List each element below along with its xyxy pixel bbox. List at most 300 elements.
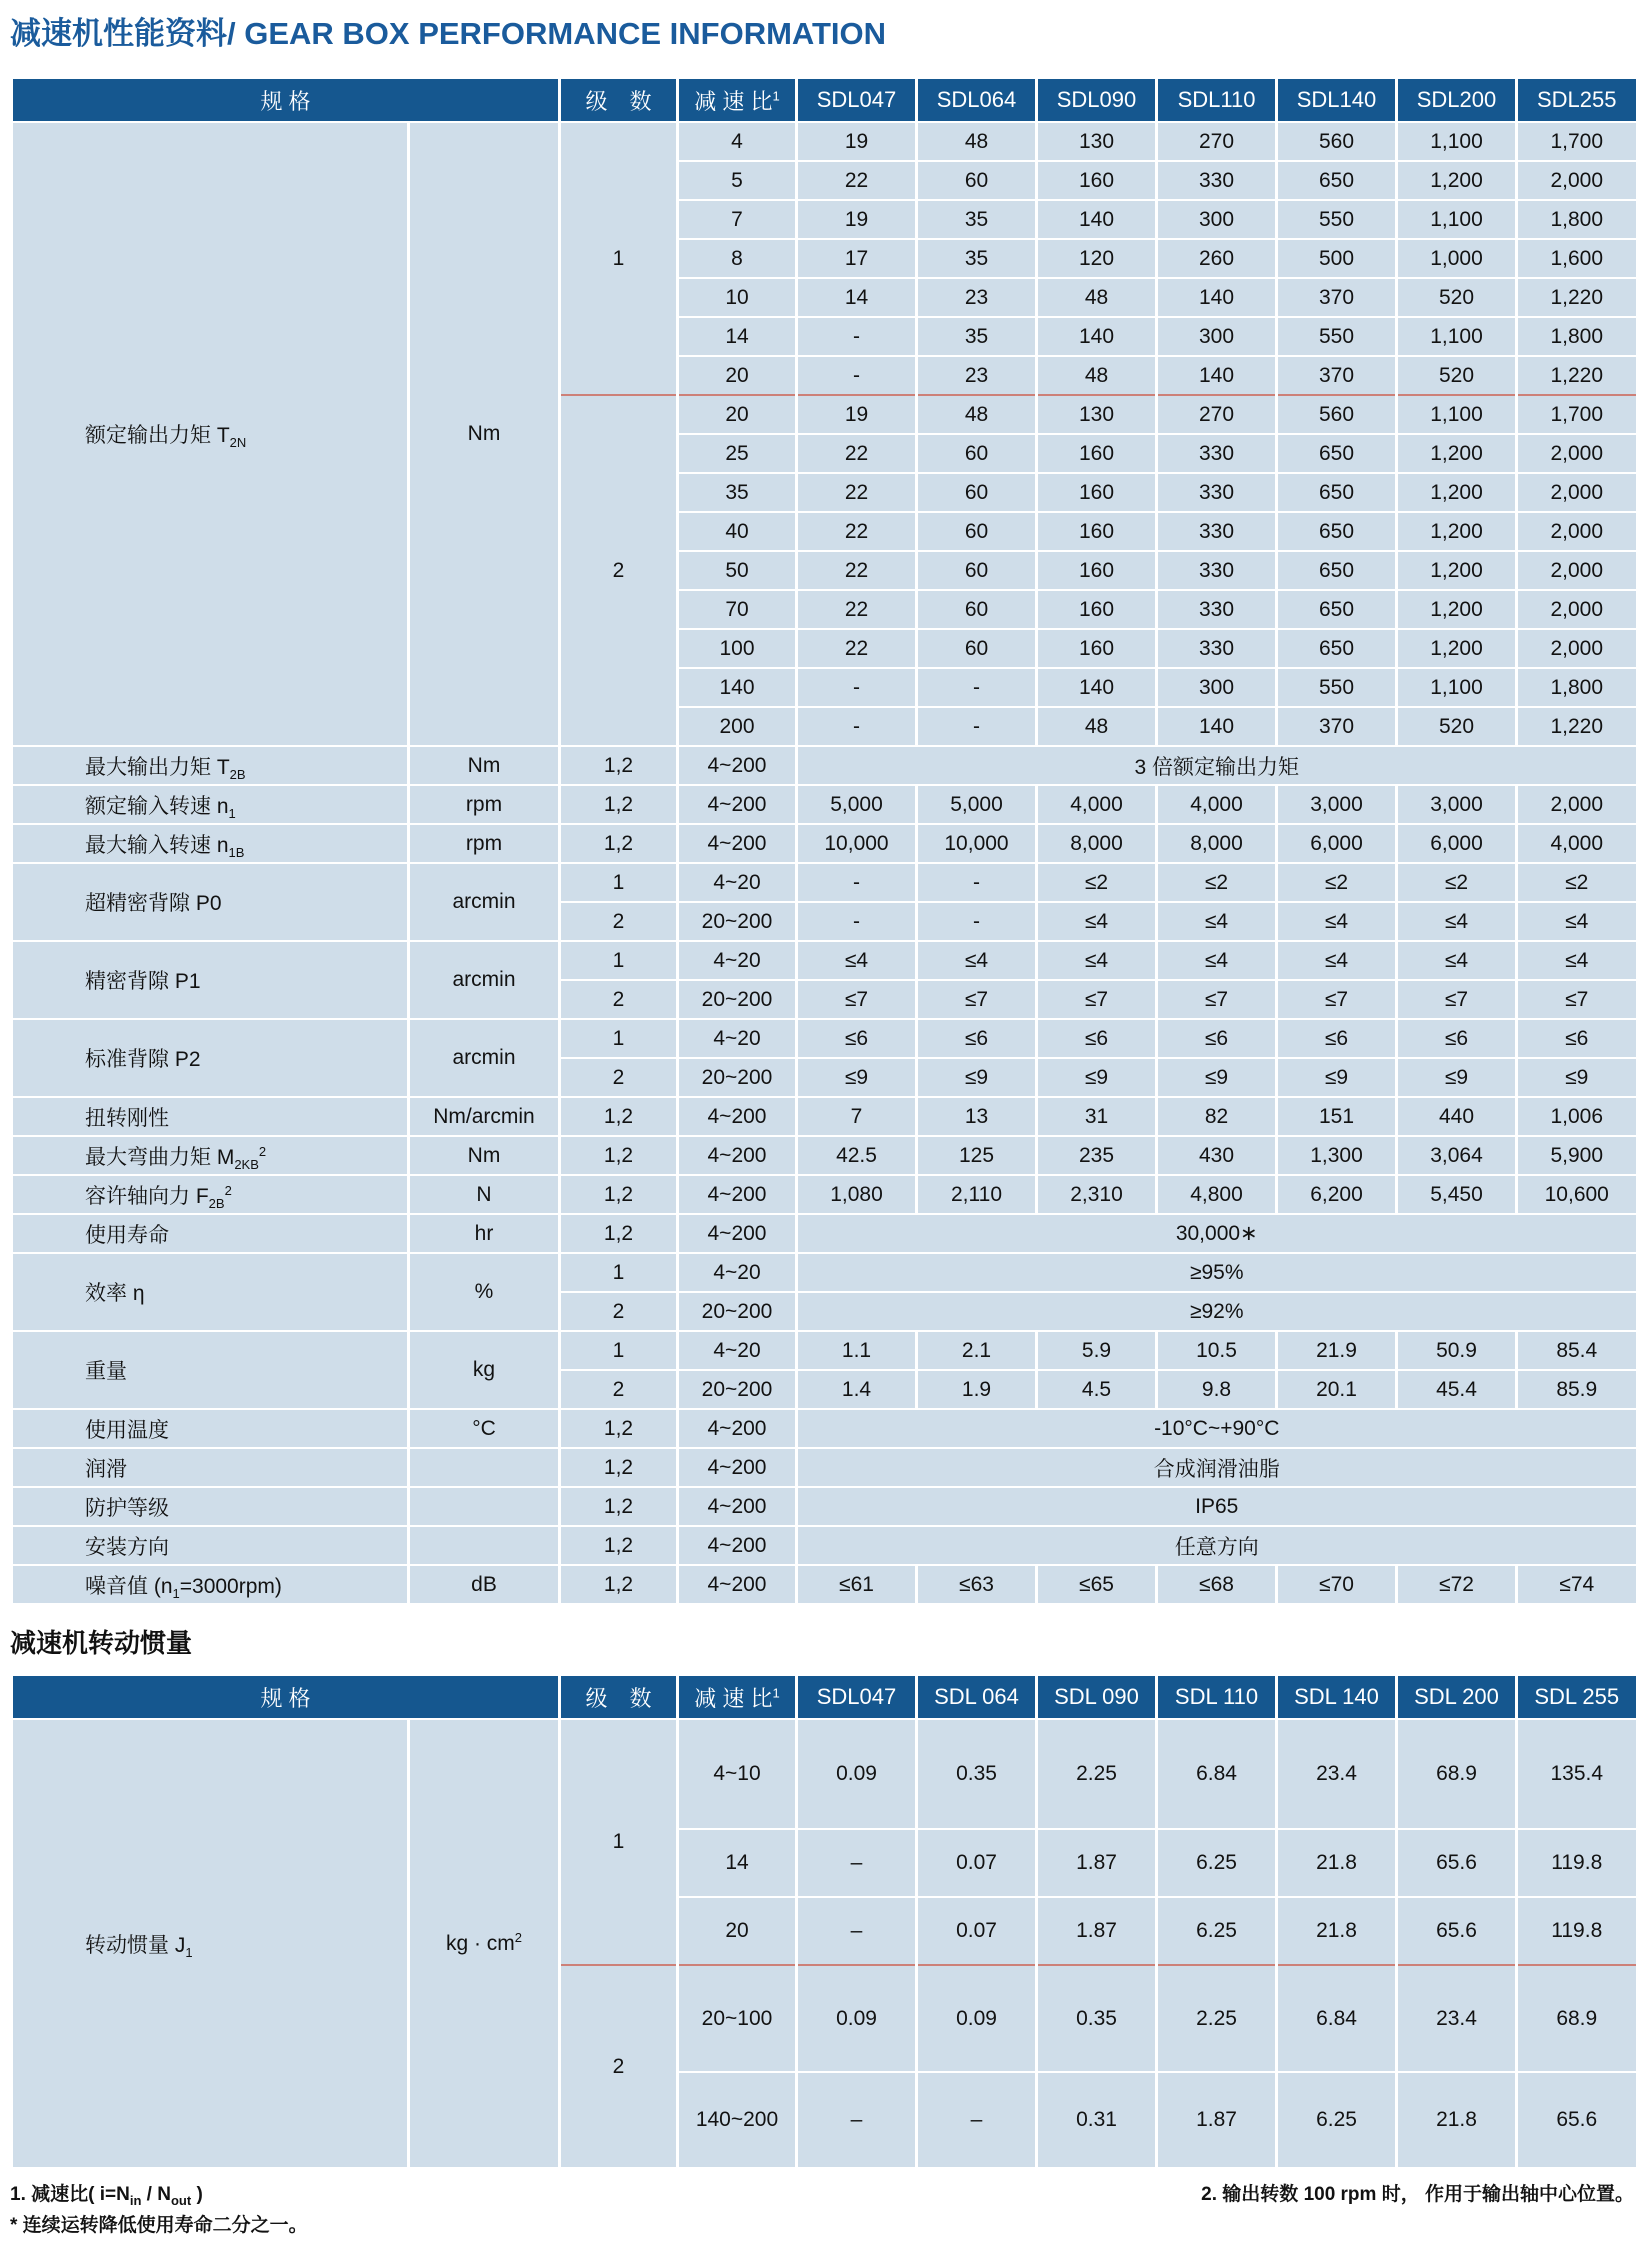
value-cell: 370 <box>1277 278 1397 317</box>
value-cell: 6.84 <box>1277 1965 1397 2072</box>
value-cell: 45.4 <box>1397 1370 1517 1409</box>
stage-cell: 1,2 <box>560 1409 678 1448</box>
value-cell: 6.25 <box>1157 1897 1277 1965</box>
table-row <box>12 1526 1636 1565</box>
value-cell: ≤2 <box>1157 863 1277 902</box>
merged-value-cell: 合成润滑油脂 <box>797 1448 1636 1487</box>
value-cell: 22 <box>797 551 917 590</box>
value-cell: 135.4 <box>1517 1719 1636 1829</box>
value-cell: 550 <box>1277 317 1397 356</box>
value-cell: – <box>797 2072 917 2167</box>
value-cell: 160 <box>1037 512 1157 551</box>
value-cell: ≤4 <box>1397 941 1517 980</box>
footnotes <box>10 2179 1634 2242</box>
value-cell: 2,110 <box>917 1175 1037 1214</box>
ratio-cell: 14 <box>678 317 797 356</box>
value-cell: 0.09 <box>917 1965 1037 2072</box>
unit-cell <box>409 1487 560 1526</box>
value-cell: ≤6 <box>1037 1019 1157 1058</box>
value-cell: ≤9 <box>1037 1058 1157 1097</box>
ratio-cell: 8 <box>678 239 797 278</box>
value-cell: 6,000 <box>1277 824 1397 863</box>
ratio-cell: 4~200 <box>678 1526 797 1565</box>
value-cell: 2.25 <box>1037 1719 1157 1829</box>
table-row <box>12 1409 1636 1448</box>
ratio-cell: 4~20 <box>678 1253 797 1292</box>
value-cell: 48 <box>1037 707 1157 746</box>
table-row <box>12 1719 1636 1829</box>
value-cell: 19 <box>797 122 917 161</box>
value-cell: ≤65 <box>1037 1565 1157 1603</box>
stage-cell: 1 <box>560 941 678 980</box>
value-cell: ≤4 <box>797 941 917 980</box>
value-cell: 2,000 <box>1517 512 1636 551</box>
unit-cell: arcmin <box>409 863 560 941</box>
header-row <box>12 79 1636 122</box>
value-cell: 330 <box>1157 551 1277 590</box>
value-cell: 13 <box>917 1097 1037 1136</box>
value-cell: 5,000 <box>797 785 917 824</box>
ratio-cell: 4~200 <box>678 1409 797 1448</box>
value-cell: 31 <box>1037 1097 1157 1136</box>
value-cell: 125 <box>917 1136 1037 1175</box>
value-cell: 1,200 <box>1397 434 1517 473</box>
value-cell: 300 <box>1157 200 1277 239</box>
spec-label: 效率 η <box>12 1253 409 1331</box>
value-cell: 9.8 <box>1157 1370 1277 1409</box>
spec-label: 防护等级 <box>12 1487 409 1526</box>
col-header-stages: 级 数 <box>560 1676 678 1719</box>
stage-cell: 1,2 <box>560 1526 678 1565</box>
value-cell: 160 <box>1037 161 1157 200</box>
value-cell: 6,200 <box>1277 1175 1397 1214</box>
value-cell: 6,000 <box>1397 824 1517 863</box>
value-cell: 10,000 <box>917 824 1037 863</box>
ratio-cell: 4~20 <box>678 863 797 902</box>
spec-label: 最大输入转速 $n_{1B}$ <box>12 824 409 863</box>
value-cell: 1,080 <box>797 1175 917 1214</box>
col-header-sdl255: SDL 255 <box>1517 1676 1636 1719</box>
table-row <box>12 1214 1636 1253</box>
value-cell: – <box>797 1829 917 1897</box>
col-header-sdl200: SDL 200 <box>1397 1676 1517 1719</box>
stage-cell: 1 <box>560 122 678 395</box>
spec-label: 润滑 <box>12 1448 409 1487</box>
stage-cell: 1,2 <box>560 824 678 863</box>
col-header-sdl064: SDL064 <box>917 79 1037 122</box>
value-cell: ≤6 <box>797 1019 917 1058</box>
stage-cell: 1,2 <box>560 1448 678 1487</box>
value-cell: 85.4 <box>1517 1331 1636 1370</box>
value-cell: 1,200 <box>1397 629 1517 668</box>
ratio-cell: 50 <box>678 551 797 590</box>
table-row <box>12 863 1636 902</box>
value-cell: 3,064 <box>1397 1136 1517 1175</box>
table-row <box>12 785 1636 824</box>
value-cell: 82 <box>1157 1097 1277 1136</box>
unit-cell: N <box>409 1175 560 1214</box>
value-cell: 22 <box>797 473 917 512</box>
value-cell: 4,800 <box>1157 1175 1277 1214</box>
stage-cell: 2 <box>560 902 678 941</box>
merged-value-cell: ≥92% <box>797 1292 1636 1331</box>
table-row <box>12 1253 1636 1292</box>
value-cell: ≤68 <box>1157 1565 1277 1603</box>
stage-cell: 1 <box>560 1253 678 1292</box>
col-header-sdl140: SDL 140 <box>1277 1676 1397 1719</box>
value-cell: ≤6 <box>1277 1019 1397 1058</box>
value-cell: – <box>797 1897 917 1965</box>
ratio-cell: 4~200 <box>678 1097 797 1136</box>
value-cell: 550 <box>1277 200 1397 239</box>
value-cell: 140 <box>1157 278 1277 317</box>
value-cell: 10,000 <box>797 824 917 863</box>
value-cell: 1.87 <box>1157 2072 1277 2167</box>
value-cell: ≤4 <box>917 941 1037 980</box>
ratio-cell: 14 <box>678 1829 797 1897</box>
value-cell: ≤7 <box>797 980 917 1019</box>
stage-cell: 1,2 <box>560 1214 678 1253</box>
unit-cell: rpm <box>409 824 560 863</box>
value-cell: 330 <box>1157 161 1277 200</box>
value-cell: - <box>797 902 917 941</box>
unit-cell <box>409 1526 560 1565</box>
spec-label: 容许轴向力 $F_{2B}^2$ <box>12 1175 409 1214</box>
value-cell: ≤4 <box>1157 902 1277 941</box>
value-cell: 1,200 <box>1397 551 1517 590</box>
value-cell: 140 <box>1037 317 1157 356</box>
table-row <box>12 1097 1636 1136</box>
spec-label: 最大输出力矩 $T_{2B}$ <box>12 746 409 785</box>
value-cell: 0.09 <box>797 1965 917 2072</box>
value-cell: 1,100 <box>1397 317 1517 356</box>
value-cell: 1,200 <box>1397 512 1517 551</box>
ratio-cell: 4~200 <box>678 746 797 785</box>
value-cell: 65.6 <box>1517 2072 1636 2167</box>
value-cell: 8,000 <box>1157 824 1277 863</box>
ratio-cell: 25 <box>678 434 797 473</box>
spec-label: 使用寿命 <box>12 1214 409 1253</box>
value-cell: 1,100 <box>1397 395 1517 434</box>
merged-value-cell: IP65 <box>797 1487 1636 1526</box>
value-cell: 60 <box>917 473 1037 512</box>
footnote-ratio-definition: 1. 减速比( $i=N_{in} / N_{out}$ ) <box>10 2184 203 2208</box>
value-cell: 50.9 <box>1397 1331 1517 1370</box>
value-cell: 1,100 <box>1397 200 1517 239</box>
value-cell: 330 <box>1157 512 1277 551</box>
stage-cell: 2 <box>560 980 678 1019</box>
value-cell: ≤6 <box>1157 1019 1277 1058</box>
value-cell: - <box>797 356 917 395</box>
value-cell: ≤9 <box>1157 1058 1277 1097</box>
value-cell: 300 <box>1157 668 1277 707</box>
value-cell: 48 <box>917 122 1037 161</box>
value-cell: 5,450 <box>1397 1175 1517 1214</box>
ratio-cell: 20 <box>678 356 797 395</box>
value-cell: ≤4 <box>1397 902 1517 941</box>
spec-label: 额定输出力矩 $T_{2N}$ <box>12 122 409 746</box>
ratio-cell: 20~200 <box>678 980 797 1019</box>
stage-cell: 2 <box>560 1292 678 1331</box>
value-cell: ≤61 <box>797 1565 917 1603</box>
ratio-cell: 4~200 <box>678 1448 797 1487</box>
footnotes-left <box>10 2179 308 2242</box>
col-header-stages: 级 数 <box>560 79 678 122</box>
col-header-sdl200: SDL200 <box>1397 79 1517 122</box>
value-cell: 35 <box>917 317 1037 356</box>
value-cell: 520 <box>1397 278 1517 317</box>
page-title: 减速机性能资料/ GEAR BOX PERFORMANCE INFORMATION <box>10 16 887 51</box>
table-row <box>12 824 1636 863</box>
value-cell: 23.4 <box>1397 1965 1517 2072</box>
value-cell: - <box>917 863 1037 902</box>
rotational-inertia-table <box>10 1676 1636 2167</box>
table-row <box>12 1448 1636 1487</box>
value-cell: 1.1 <box>797 1331 917 1370</box>
value-cell: 23.4 <box>1277 1719 1397 1829</box>
ratio-cell: 200 <box>678 707 797 746</box>
col-header-sdl090: SDL090 <box>1037 79 1157 122</box>
value-cell: ≤2 <box>1277 863 1397 902</box>
stage-cell: 1,2 <box>560 1097 678 1136</box>
value-cell: 60 <box>917 629 1037 668</box>
ratio-cell: 4~200 <box>678 1214 797 1253</box>
ratio-cell: 4~20 <box>678 1019 797 1058</box>
value-cell: 550 <box>1277 668 1397 707</box>
table-row <box>12 1331 1636 1370</box>
value-cell: 500 <box>1277 239 1397 278</box>
value-cell: ≤7 <box>1517 980 1636 1019</box>
table-row <box>12 1019 1636 1058</box>
ratio-cell: 100 <box>678 629 797 668</box>
value-cell: 4,000 <box>1157 785 1277 824</box>
unit-cell: arcmin <box>409 941 560 1019</box>
spec-label: 噪音值 $(n_1=3000rpm)$ <box>12 1565 409 1603</box>
table-row <box>12 746 1636 785</box>
value-cell: ≤4 <box>1517 902 1636 941</box>
value-cell: 330 <box>1157 629 1277 668</box>
ratio-cell: 4~10 <box>678 1719 797 1829</box>
value-cell: 48 <box>917 395 1037 434</box>
value-cell: ≤9 <box>1397 1058 1517 1097</box>
value-cell: 140 <box>1157 356 1277 395</box>
value-cell: 0.09 <box>797 1719 917 1829</box>
value-cell: 1.87 <box>1037 1829 1157 1897</box>
value-cell: ≤9 <box>1277 1058 1397 1097</box>
stage-cell: 1 <box>560 863 678 902</box>
value-cell: ≤6 <box>1397 1019 1517 1058</box>
ratio-cell: 4 <box>678 122 797 161</box>
col-header-ratio: 减 速 比$^1$ <box>678 1676 797 1719</box>
value-cell: 65.6 <box>1397 1829 1517 1897</box>
col-header-sdl047: SDL047 <box>797 79 917 122</box>
value-cell: 4,000 <box>1037 785 1157 824</box>
table-row <box>12 1175 1636 1214</box>
ratio-cell: 35 <box>678 473 797 512</box>
value-cell: 68.9 <box>1397 1719 1517 1829</box>
value-cell: ≤7 <box>1397 980 1517 1019</box>
value-cell: 17 <box>797 239 917 278</box>
ratio-cell: 40 <box>678 512 797 551</box>
value-cell: 650 <box>1277 161 1397 200</box>
ratio-cell: 4~200 <box>678 1565 797 1603</box>
value-cell: 370 <box>1277 707 1397 746</box>
value-cell: 650 <box>1277 473 1397 512</box>
value-cell: 65.6 <box>1397 1897 1517 1965</box>
value-cell: ≤63 <box>917 1565 1037 1603</box>
value-cell: 1,600 <box>1517 239 1636 278</box>
spec-label: 重量 <box>12 1331 409 1409</box>
ratio-cell: 140~200 <box>678 2072 797 2167</box>
value-cell: 21.8 <box>1397 2072 1517 2167</box>
col-header-ratio: 减 速 比$^1$ <box>678 79 797 122</box>
spec-label: 标准背隙 P2 <box>12 1019 409 1097</box>
value-cell: 160 <box>1037 590 1157 629</box>
value-cell: 1,000 <box>1397 239 1517 278</box>
value-cell: ≤9 <box>1517 1058 1636 1097</box>
value-cell: 520 <box>1397 356 1517 395</box>
gearbox-performance-table <box>10 79 1636 1603</box>
value-cell: ≤4 <box>1277 941 1397 980</box>
table-row <box>12 1565 1636 1603</box>
value-cell: 1,220 <box>1517 278 1636 317</box>
value-cell: 560 <box>1277 395 1397 434</box>
unit-cell: Nm <box>409 1136 560 1175</box>
value-cell: 1,700 <box>1517 395 1636 434</box>
value-cell: 60 <box>917 434 1037 473</box>
value-cell: 5,000 <box>917 785 1037 824</box>
value-cell: 1.87 <box>1037 1897 1157 1965</box>
value-cell: 1,200 <box>1397 590 1517 629</box>
value-cell: 370 <box>1277 356 1397 395</box>
ratio-cell: 20 <box>678 395 797 434</box>
value-cell: 1,700 <box>1517 122 1636 161</box>
value-cell: ≤74 <box>1517 1565 1636 1603</box>
ratio-cell: 4~200 <box>678 1175 797 1214</box>
value-cell: 60 <box>917 161 1037 200</box>
ratio-cell: 10 <box>678 278 797 317</box>
ratio-cell: 4~200 <box>678 1136 797 1175</box>
value-cell: 2,310 <box>1037 1175 1157 1214</box>
ratio-cell: 20~200 <box>678 902 797 941</box>
unit-cell: Nm <box>409 122 560 746</box>
value-cell: ≤2 <box>1517 863 1636 902</box>
value-cell: ≤4 <box>1517 941 1636 980</box>
col-header-sdl064: SDL 064 <box>917 1676 1037 1719</box>
value-cell: ≤4 <box>1277 902 1397 941</box>
merged-value-cell: 3 倍额定输出力矩 <box>797 746 1636 785</box>
value-cell: 235 <box>1037 1136 1157 1175</box>
value-cell: ≤7 <box>1277 980 1397 1019</box>
value-cell: 2.1 <box>917 1331 1037 1370</box>
value-cell: 330 <box>1157 590 1277 629</box>
value-cell: 1,220 <box>1517 356 1636 395</box>
value-cell: 4,000 <box>1517 824 1636 863</box>
stage-cell: 1,2 <box>560 1565 678 1603</box>
value-cell: 330 <box>1157 434 1277 473</box>
value-cell: ≤4 <box>1037 941 1157 980</box>
value-cell: 151 <box>1277 1097 1397 1136</box>
table-row <box>12 1136 1636 1175</box>
stage-cell: 2 <box>560 1058 678 1097</box>
value-cell: 22 <box>797 590 917 629</box>
ratio-cell: 7 <box>678 200 797 239</box>
stage-cell: 1,2 <box>560 1175 678 1214</box>
value-cell: 330 <box>1157 473 1277 512</box>
value-cell: 1,800 <box>1517 668 1636 707</box>
ratio-cell: 5 <box>678 161 797 200</box>
value-cell: 35 <box>917 200 1037 239</box>
col-header-spec: 规 格 <box>12 1676 560 1719</box>
stage-cell: 1 <box>560 1331 678 1370</box>
value-cell: 260 <box>1157 239 1277 278</box>
value-cell: 8,000 <box>1037 824 1157 863</box>
value-cell: - <box>917 668 1037 707</box>
col-header-sdl110: SDL110 <box>1157 79 1277 122</box>
value-cell: 119.8 <box>1517 1829 1636 1897</box>
section2-title: 减速机转动惯量 <box>10 1628 193 1658</box>
col-header-sdl140: SDL140 <box>1277 79 1397 122</box>
value-cell: - <box>797 317 917 356</box>
unit-cell: dB <box>409 1565 560 1603</box>
value-cell: 160 <box>1037 434 1157 473</box>
stage-cell: 1,2 <box>560 1487 678 1526</box>
spec-label: 转动惯量 $J_1$ <box>12 1719 409 2167</box>
unit-cell: arcmin <box>409 1019 560 1097</box>
value-cell: 300 <box>1157 317 1277 356</box>
value-cell: 1,800 <box>1517 200 1636 239</box>
merged-value-cell: ≥95% <box>797 1253 1636 1292</box>
value-cell: 2,000 <box>1517 434 1636 473</box>
spec-label: 额定输入转速 $n_1$ <box>12 785 409 824</box>
value-cell: - <box>797 863 917 902</box>
stage-cell: 1,2 <box>560 746 678 785</box>
value-cell: ≤9 <box>797 1058 917 1097</box>
value-cell: 7 <box>797 1097 917 1136</box>
value-cell: 430 <box>1157 1136 1277 1175</box>
spec-label: 最大弯曲力矩 $M_{2KB}^2$ <box>12 1136 409 1175</box>
value-cell: 0.31 <box>1037 2072 1157 2167</box>
spec-label: 超精密背隙 P0 <box>12 863 409 941</box>
value-cell: 85.9 <box>1517 1370 1636 1409</box>
value-cell: 140 <box>1037 200 1157 239</box>
value-cell: 120 <box>1037 239 1157 278</box>
col-header-sdl255: SDL255 <box>1517 79 1636 122</box>
ratio-cell: 4~200 <box>678 824 797 863</box>
value-cell: ≤4 <box>1157 941 1277 980</box>
value-cell: 1,006 <box>1517 1097 1636 1136</box>
value-cell: 1,100 <box>1397 122 1517 161</box>
table-row <box>12 1487 1636 1526</box>
value-cell: - <box>917 902 1037 941</box>
unit-cell: Nm <box>409 746 560 785</box>
value-cell: 5.9 <box>1037 1331 1157 1370</box>
unit-cell: rpm <box>409 785 560 824</box>
value-cell: 270 <box>1157 122 1277 161</box>
value-cell: 1,200 <box>1397 473 1517 512</box>
col-header-sdl090: SDL 090 <box>1037 1676 1157 1719</box>
value-cell: ≤72 <box>1397 1565 1517 1603</box>
value-cell: ≤4 <box>1037 902 1157 941</box>
value-cell: 2,000 <box>1517 590 1636 629</box>
value-cell: 1,800 <box>1517 317 1636 356</box>
value-cell: 160 <box>1037 629 1157 668</box>
value-cell: 19 <box>797 200 917 239</box>
footnote-output-speed: 2. 输出转数 100 rpm 时， 作用于输出轴中心位置。 <box>1201 2184 1634 2205</box>
value-cell: 48 <box>1037 278 1157 317</box>
spec-label: 扭转刚性 <box>12 1097 409 1136</box>
value-cell: 0.07 <box>917 1829 1037 1897</box>
